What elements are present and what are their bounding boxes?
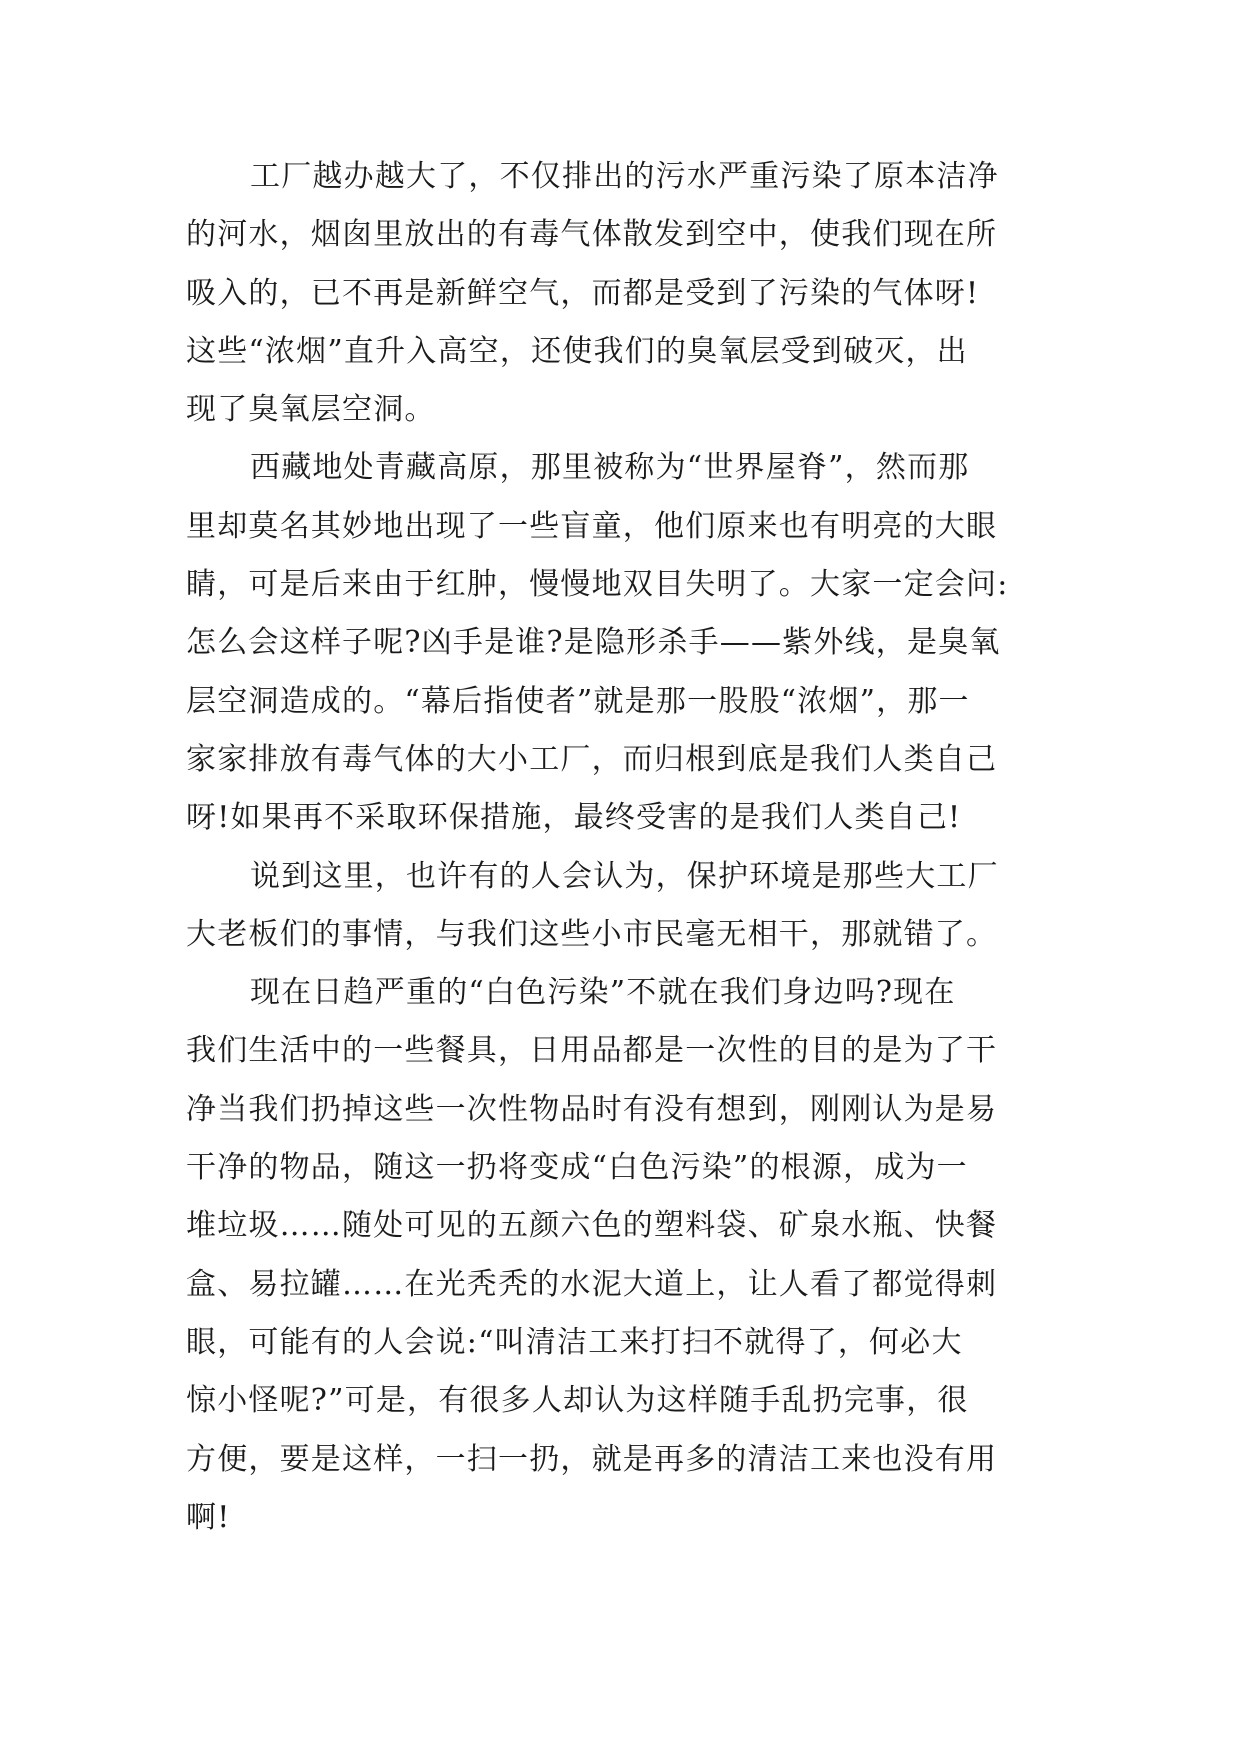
text-line: 惊小怪呢?”可是，有很多人却认为这样随手乱扔完事，很 [186,1383,969,1419]
paragraph-first-line: 现在日趋严重的“白色污染”不就在我们身边吗?现在 [250,975,956,1011]
text-line: 吸入的，已不再是新鲜空气，而都是受到了污染的气体呀! [186,275,980,311]
text-line: 眼，可能有的人会说:“叫清洁工来打扫不就得了，何必大 [186,1324,963,1360]
text-line: 堆垃圾……随处可见的五颜六色的塑料袋、矿泉水瓶、快餐 [186,1208,998,1244]
text-line: 大老板们的事情，与我们这些小市民毫无相干，那就错了。 [186,916,998,952]
text-line: 方便，要是这样，一扫一扔，就是再多的清洁工来也没有用 [186,1441,998,1477]
text-line: 呀!如果再不采取环保措施，最终受害的是我们人类自己! [186,800,962,836]
text-line: 的河水，烟囱里放出的有毒气体散发到空中，使我们现在所 [186,217,998,253]
text-line: 干净的物品，随这一扔将变成“白色污染”的根源，成为一 [186,1150,968,1186]
text-line: 现了臭氧层空洞。 [186,392,436,428]
text-line: 我们生活中的一些餐具，日用品都是一次性的目的是为了干 [186,1033,998,1069]
text-line: 净当我们扔掉这些一次性物品时有没有想到，刚刚认为是易 [186,1091,998,1127]
document-body [186,148,1066,1547]
text-line: 怎么会这样子呢?凶手是谁?是隐形杀手——紫外线，是臭氧 [186,625,1001,661]
text-line: 盒、易拉罐……在光秃秃的水泥大道上，让人看了都觉得刺 [186,1266,998,1302]
text-line: 睛，可是后来由于红肿，慢慢地双目失明了。大家一定会问: [186,567,1009,603]
text-line: 这些“浓烟”直升入高空，还使我们的臭氧层受到破灭，出 [186,333,968,369]
text-line: 层空洞造成的。“幕后指使者”就是那一股股“浓烟”，那一 [186,683,970,719]
paragraph-first-line: 工厂越办越大了，不仅排出的污水严重污染了原本洁净 [250,159,999,194]
text-line: 家家排放有毒气体的大小工厂，而归根到底是我们人类自己 [186,741,998,777]
text-line: 里却莫名其妙地出现了一些盲童，他们原来也有明亮的大眼 [186,508,998,544]
text-line: 啊! [186,1499,231,1535]
paragraph-first-line: 西藏地处青藏高原，那里被称为“世界屋脊”，然而那 [250,450,970,486]
paragraph-first-line: 说到这里，也许有的人会认为，保护环境是那些大工厂 [250,858,999,894]
